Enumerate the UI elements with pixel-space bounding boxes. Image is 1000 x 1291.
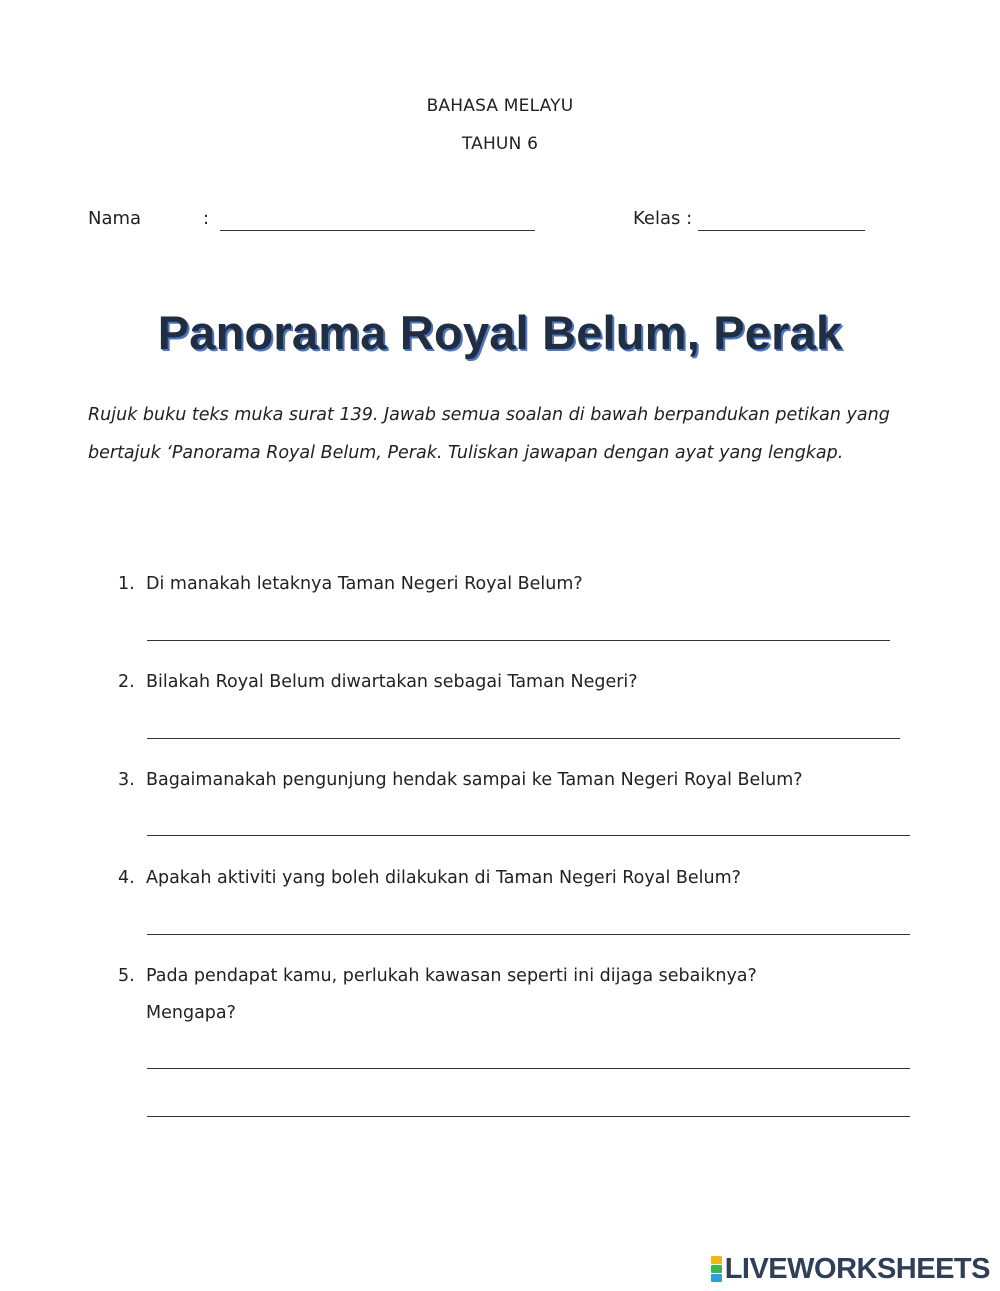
answer-line-5b[interactable] [147, 1116, 910, 1117]
question-text: Apakah aktiviti yang boleh dilakukan di Taman Negeri Royal Belum? [146, 868, 741, 888]
liveworksheets-brand [711, 1253, 990, 1285]
logo-block-blue [711, 1274, 722, 1282]
class-label: Kelas : [633, 208, 693, 229]
question-number: 3. [118, 770, 135, 790]
subject-heading: BAHASA MELAYU [426, 96, 574, 116]
brand-name: LIVEWORKSHEETS [724, 1252, 990, 1285]
answer-line-4[interactable] [147, 934, 910, 935]
name-input-line[interactable] [220, 230, 535, 231]
class-input-line[interactable] [698, 230, 865, 231]
name-label: Nama [88, 208, 142, 229]
question-2 [118, 664, 898, 701]
question-number: 5. [118, 966, 135, 986]
worksheet-title: Panorama Royal Belum, Perak [157, 306, 843, 359]
question-text-continued: Mengapa? [146, 1003, 236, 1023]
question-number: 2. [118, 672, 135, 692]
liveworksheets-logo-icon [711, 1256, 722, 1283]
question-text: Pada pendapat kamu, perlukah kawasan seperti ini dijaga sebaiknya? [146, 966, 757, 986]
answer-line-1[interactable] [147, 640, 890, 641]
question-text: Bilakah Royal Belum diwartakan sebagai Taman Negeri? [146, 672, 638, 692]
name-colon: : [203, 208, 210, 229]
year-heading: TAHUN 6 [461, 134, 539, 154]
question-3 [118, 762, 898, 799]
logo-block-green [711, 1265, 722, 1273]
answer-line-3[interactable] [147, 835, 910, 836]
question-text: Bagaimanakah pengunjung hendak sampai ke Taman Negeri Royal Belum? [146, 770, 803, 790]
answer-line-2[interactable] [147, 738, 900, 739]
question-number: 4. [118, 868, 135, 888]
question-4 [118, 860, 898, 897]
question-text: Di manakah letaknya Taman Negeri Royal Belum? [146, 574, 583, 594]
logo-block-yellow [711, 1256, 722, 1264]
instructions-text: Rujuk buku teks muka surat 139. Jawab semua soalan di bawah berpandukan petikan yang bertajuk ‘Panorama Royal Belum, Perak. Tuliskan jawapan dengan ayat yang lengkap. [88, 405, 890, 463]
question-1 [118, 566, 898, 603]
question-number: 1. [118, 574, 135, 594]
answer-line-5a[interactable] [147, 1068, 910, 1069]
question-5 [118, 958, 898, 1032]
